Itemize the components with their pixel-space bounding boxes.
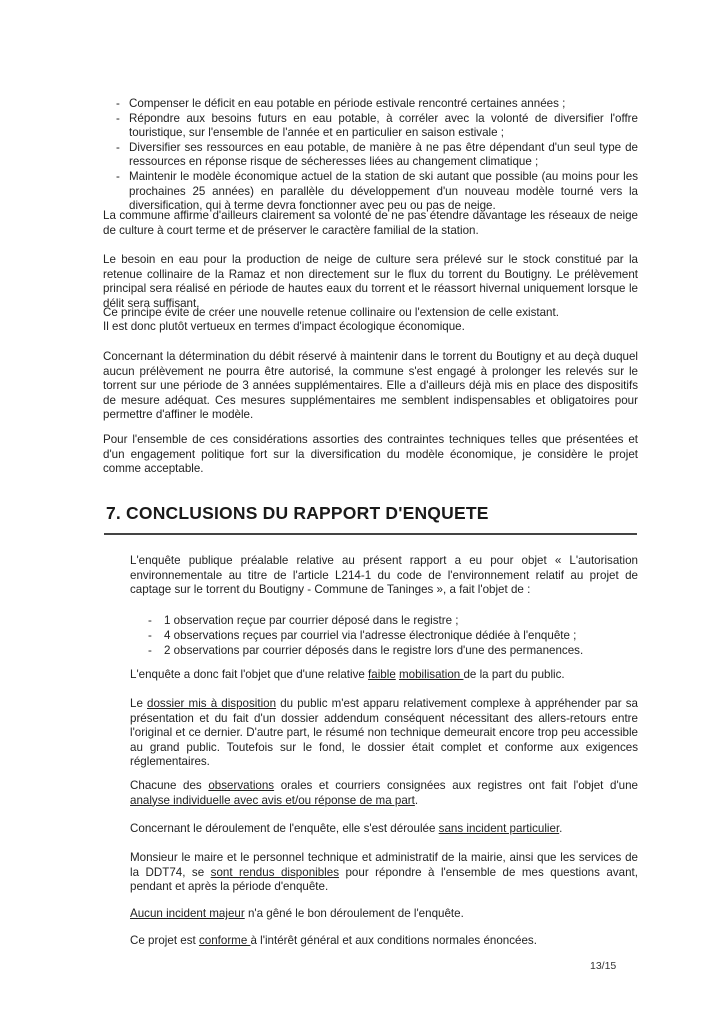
objectives-list [116,97,638,214]
heading-divider [104,533,637,535]
page-number: 13/15 [590,960,617,972]
list-item: - 4 observations reçues par courriel via l'adresse électronique dédiée à l'enquête ; [148,628,638,643]
underlined-text: analyse individuelle avec avis et/ou réponse de ma part [130,793,415,807]
list-item: - Répondre aux besoins futurs en eau potable, à corréler avec la volonté de diversifier l'offre touristique, sur l'ensemble de l'année et en particulier en saison estivale ; [116,112,638,141]
list-item: - 2 observations par courrier déposés dans le registre lors d'une des permanences. [148,643,638,658]
underlined-text: faible [368,668,396,681]
underlined-text: mobilisation [399,668,464,681]
paragraph-deroulement: Concernant le déroulement de l'enquête, elle s'est déroulée sans incident particulier. [130,822,563,835]
underlined-text: Aucun incident majeur [130,907,245,920]
list-item: - Compenser le déficit en eau potable en période estivale rencontré certaines années ; [116,97,638,112]
underlined-text: conforme [198,934,251,947]
list-item: - Diversifier ses ressources en eau potable, de manière à ne pas être dépendant d'un seul type de ressources en réponse risque de sécheresses liées au changement climatique ; [116,141,638,170]
underlined-text: sans incident particulier [438,822,560,835]
paragraph-enquete: L'enquête publique préalable relative au présent rapport a eu pour objet « L'autorisation environnementale au titre de l'article L214-1 du code de l'environnement relatif au projet de captage sur le torrent du Boutigny - Commune de Taninges », a fait l'objet de : [130,554,638,597]
underlined-text: observations [208,779,275,792]
observations-list [148,613,638,658]
paragraph-conforme: Ce projet est conforme à l'intérêt général et aux conditions normales énoncées. [130,934,537,947]
paragraph-debit: Concernant la détermination du débit réservé à maintenir dans le torrent du Boutigny et au deçà duquel aucun prélèvement ne pourra être autorisé, la commune s'est engagé à prolonger les relevés sur le torrent sur une période de 3 années supplémentaires. Elle a d'ailleurs déjà mis en place des dispositifs de mesure adéquat. Ces mesures supplémentaires me semblent indispensables et obligatoires pour permettre d'affiner le modèle. [103,350,638,422]
underlined-text: dossier mis à disposition [147,697,277,710]
paragraph-maire: Monsieur le maire et le personnel technique et administratif de la mairie, ainsi que les services de la DDT74, se sont rendus disponibles pour répondre à l'ensemble de mes questions avant, pendant et après la période d'enquête. [130,851,638,894]
paragraph-vertueux: Il est donc plutôt vertueux en termes d'impact écologique économique. [103,320,465,333]
underlined-text: sont rendus disponibles [210,865,339,879]
paragraph-mobilisation: L'enquête a donc fait l'objet que d'une relative faible mobilisation de la part du public. [130,668,565,681]
paragraph-dossier: Le dossier mis à disposition du public m'est apparu relativement complexe à appréhender par sa présentation et du fait d'un dossier addendum conséquent nécessitant des allers-retours entre l'original et ce dernier. D'autre part, le résumé non technique demeurait encore trop peu accessible au grand public. Toutefois sur le fond, le dossier était complet et conforme aux exigences réglementaires. [130,697,638,769]
list-item: - 1 observation reçue par courrier déposé dans le registre ; [148,613,638,628]
paragraph-principe: Ce principe évite de créer une nouvelle retenue collinaire ou l'extension de celle existant. [103,306,559,319]
paragraph-incident: Aucun incident majeur n'a gêné le bon déroulement de l'enquête. [130,907,464,920]
paragraph-commune: La commune affirme d'ailleurs clairement sa volonté de ne pas étendre davantage les réseaux de neige de culture à court terme et de préserver le caractère familial de la station. [103,209,638,237]
paragraph-ensemble: Pour l'ensemble de ces considérations assorties des contraintes techniques telles que présentées et d'un engagement politique fort sur la diversification du modèle économique, je considère le projet comme acceptable. [103,433,638,476]
section-heading: 7. CONCLUSIONS DU RAPPORT D'ENQUETE [106,503,489,523]
paragraph-besoin: Le besoin en eau pour la production de neige de culture sera prélevé sur le stock constitué par la retenue collinaire de la Ramaz et non directement sur le flux du torrent du Boutigny. Le prélèvement principal sera réalisé en période de hautes eaux du torrent et le réassort hivernal uniquement lorsque le délit sera suffisant. [103,253,638,310]
list-item: - Maintenir le modèle économique actuel de la station de ski autant que possible (au moins pour les prochaines 25 années) en parallèle du développement d'un nouveau modèle tourné vers la diversification, qui à terme devra fonctionner avec peu ou pas de neige. [116,170,638,214]
paragraph-observations: Chacune des observations orales et courriers consignées aux registres ont fait l'objet d'une analyse individuelle avec avis et/ou réponse de ma part. [130,779,639,807]
